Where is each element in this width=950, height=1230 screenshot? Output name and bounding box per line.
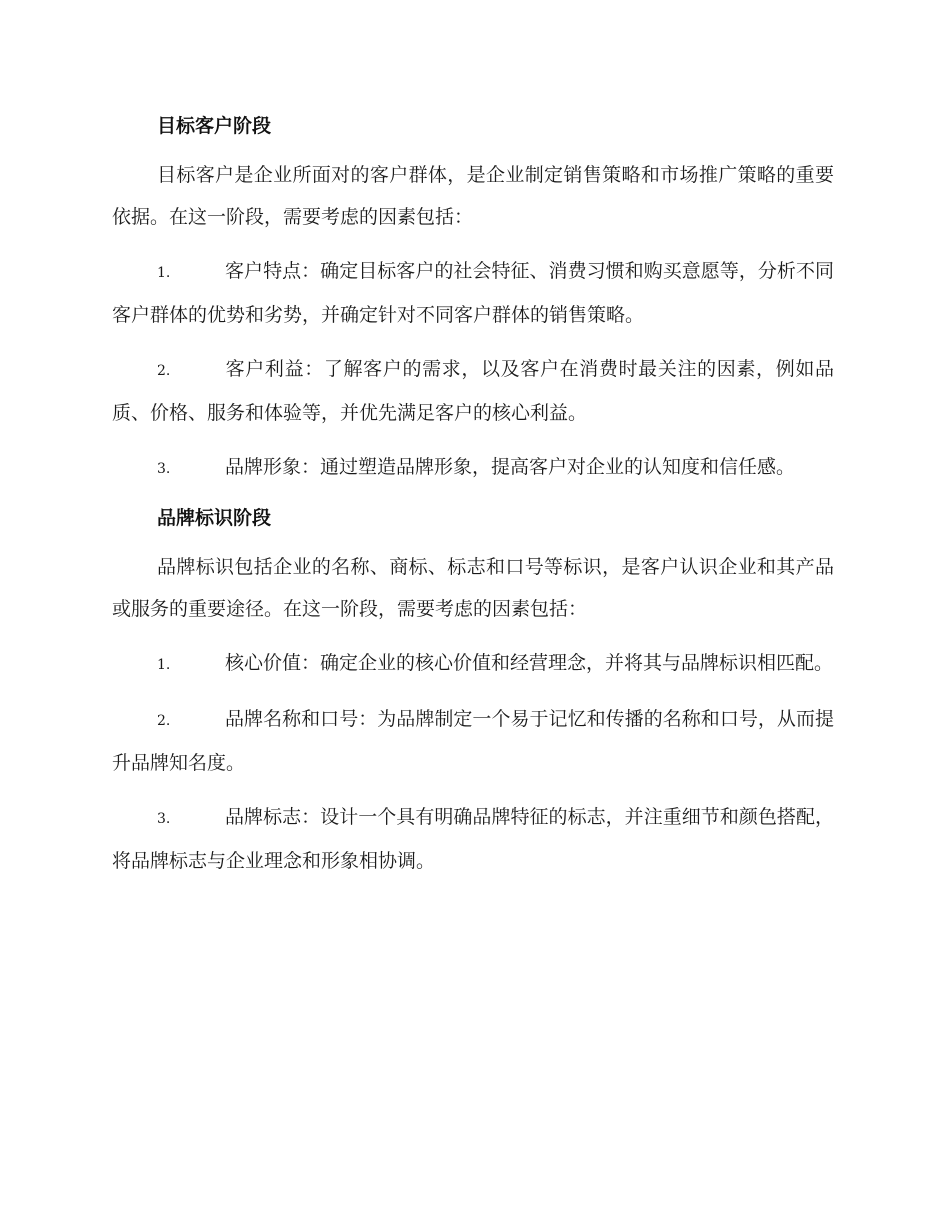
list-number: 1.	[157, 265, 171, 281]
list-number: 3.	[157, 811, 171, 827]
list-item	[112, 698, 834, 784]
list-item	[112, 348, 834, 434]
section-intro: 目标客户是企业所面对的客户群体，是企业制定销售策略和市场推广策略的重要依据。在这一阶段，需要考虑的因素包括：	[112, 164, 834, 228]
list-text: 品牌形象：通过塑造品牌形象，提高客户对企业的认知度和信任感。	[225, 456, 796, 478]
section-brand-identity	[112, 502, 834, 882]
list-number: 3.	[157, 461, 171, 477]
list-number: 1.	[157, 657, 171, 673]
list-item	[112, 250, 834, 336]
section-target-customer	[112, 110, 834, 490]
list-text: 品牌名称和口号：为品牌制定一个易于记忆和传播的名称和口号，从而提升品牌知名度。	[112, 708, 834, 774]
list-number: 2.	[157, 713, 171, 729]
list-text: 品牌标志：设计一个具有明确品牌特征的标志，并注重细节和颜色搭配，将品牌标志与企业理念和形象相协调。	[112, 806, 834, 872]
section-heading: 品牌标识阶段	[157, 507, 272, 529]
list-text: 核心价值：确定企业的核心价值和经营理念，并将其与品牌标识相匹配。	[225, 652, 834, 674]
list-text: 客户利益：了解客户的需求，以及客户在消费时最关注的因素，例如品质、价格、服务和体验等，并优先满足客户的核心利益。	[112, 358, 834, 424]
section-heading: 目标客户阶段	[157, 115, 272, 137]
section-intro: 品牌标识包括企业的名称、商标、标志和口号等标识，是客户认识企业和其产品或服务的重要途径。在这一阶段，需要考虑的因素包括：	[112, 556, 834, 620]
list-item	[112, 796, 834, 882]
list-number: 2.	[157, 363, 171, 379]
document-content	[112, 110, 834, 894]
list-text: 客户特点：确定目标客户的社会特征、消费习惯和购买意愿等，分析不同客户群体的优势和劣势，并确定针对不同客户群体的销售策略。	[112, 260, 834, 326]
list-item	[112, 446, 834, 490]
list-item	[112, 642, 834, 686]
